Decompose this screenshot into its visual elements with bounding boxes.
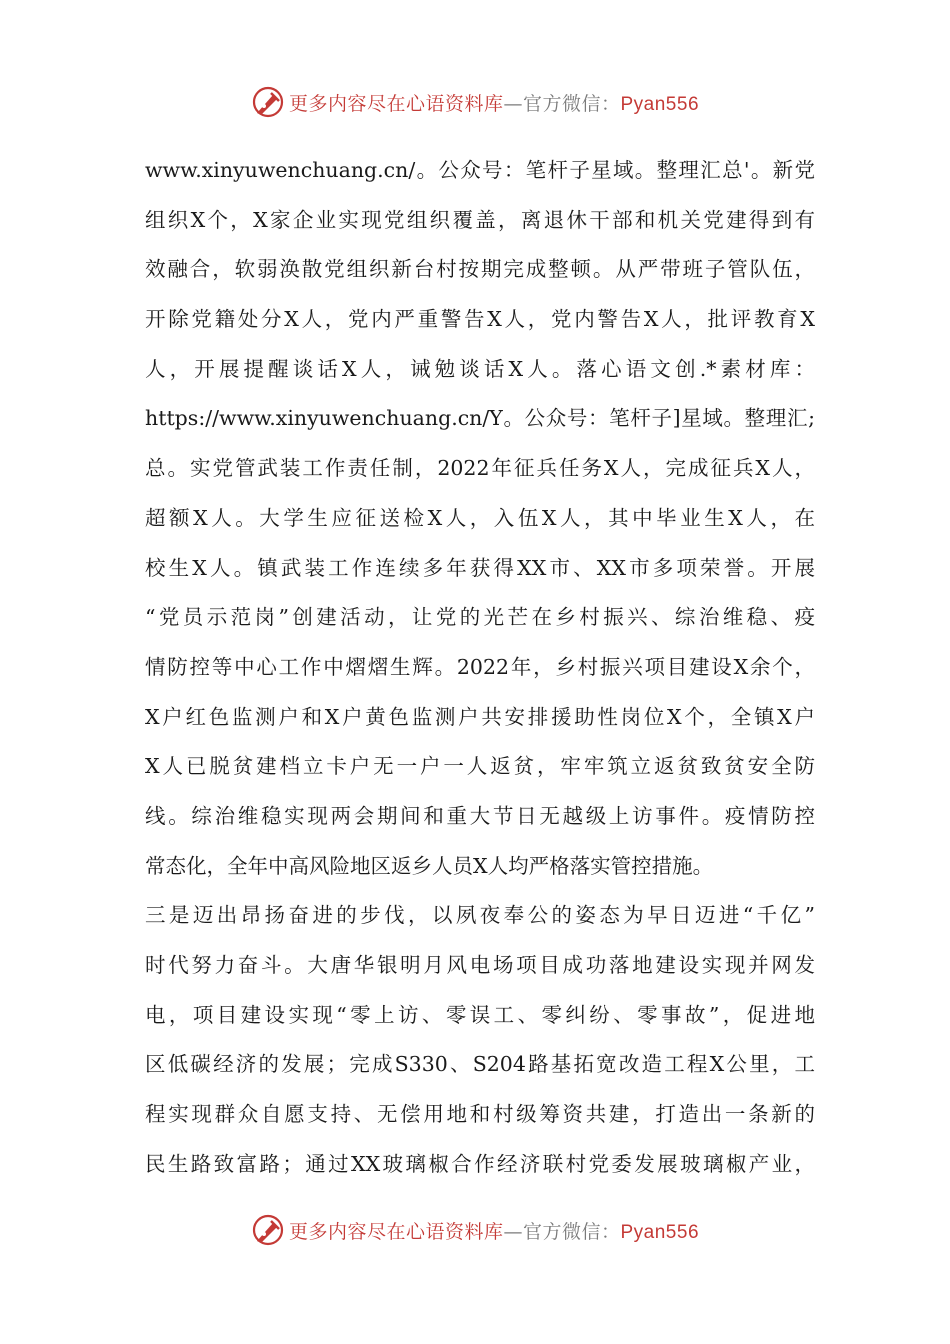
text-line: 情防控等中心工作中熠熠生辉。2022年，乡村振兴项目建设X余个， bbox=[145, 654, 815, 679]
text-line: 人，开展提醒谈话X人，诫勉谈话X人。落心语文创.*素材库： bbox=[145, 356, 815, 381]
pen-nib-logo-icon bbox=[251, 85, 285, 119]
banner-text: 更多内容尽在心语资料库—官方微信：Pyan556 bbox=[288, 92, 700, 115]
text-line: 程实现群众自愿支持、无偿用地和村级筹资共建，打造出一条新的 bbox=[145, 1102, 815, 1127]
document-body bbox=[145, 146, 815, 1189]
banner-text: 更多内容尽在心语资料库—官方微信：Pyan556 bbox=[288, 1220, 700, 1243]
text-line: 常态化，全年中高风险地区返乡人员X人均严格落实管控措施。 bbox=[145, 853, 714, 878]
text-line: 开除党籍处分X人，党内严重警告X人，党内警告X人，批评教育X bbox=[145, 307, 815, 332]
text-line: https://www.xinyuwenchuang.cn/Y。公众号：笔杆子]星域。整理汇; bbox=[145, 406, 815, 431]
text-line: 三是迈出昂扬奋进的步伐，以夙夜奉公的姿态为早日迈进“千亿” bbox=[145, 903, 815, 928]
text-line: X人已脱贫建档立卡户无一户一人返贫，牢牢筑立返贫致贫安全防 bbox=[145, 754, 815, 779]
text-line: 超额X人。大学生应征送检X人，入伍X人，其中毕业生X人，在 bbox=[145, 505, 815, 530]
text-line: 区低碳经济的发展；完成S330、S204路基拓宽改造工程X公里，工 bbox=[145, 1052, 815, 1077]
text-line: 总。实党管武装工作责任制，2022年征兵任务X人，完成征兵X人， bbox=[145, 456, 815, 481]
text-line: www.xinyuwenchuang.cn/。公众号：笔杆子星域。整理汇总'。新党 bbox=[145, 158, 815, 182]
pen-nib-logo-icon bbox=[251, 1213, 285, 1247]
footer-banner bbox=[0, 1210, 950, 1250]
text-line: “党员示范岗”创建活动，让党的光芒在乡村振兴、综治维稳、疫 bbox=[145, 605, 815, 630]
text-line: 民生路致富路；通过XX玻璃椒合作经济联村党委发展玻璃椒产业， bbox=[145, 1151, 815, 1176]
text-line: X户红色监测户和X户黄色监测户共安排援助性岗位X个，全镇X户 bbox=[145, 704, 815, 729]
text-line: 校生X人。镇武装工作连续多年获得XX市、XX市多项荣誉。开展 bbox=[145, 555, 815, 580]
text-line: 组织X个，X家企业实现党组织覆盖，离退休干部和机关党建得到有 bbox=[145, 207, 815, 232]
text-line: 电，项目建设实现“零上访、零误工、零纠纷、零事故”，促进地 bbox=[145, 1002, 815, 1027]
text-line: 线。综治维稳实现两会期间和重大节日无越级上访事件。疫情防控 bbox=[145, 803, 815, 828]
text-line: 时代努力奋斗。大唐华银明月风电场项目成功落地建设实现并网发 bbox=[145, 953, 815, 977]
header-banner bbox=[0, 82, 950, 122]
text-line: 效融合，软弱涣散党组织新台村按期完成整顿。从严带班子管队伍， bbox=[145, 257, 815, 282]
